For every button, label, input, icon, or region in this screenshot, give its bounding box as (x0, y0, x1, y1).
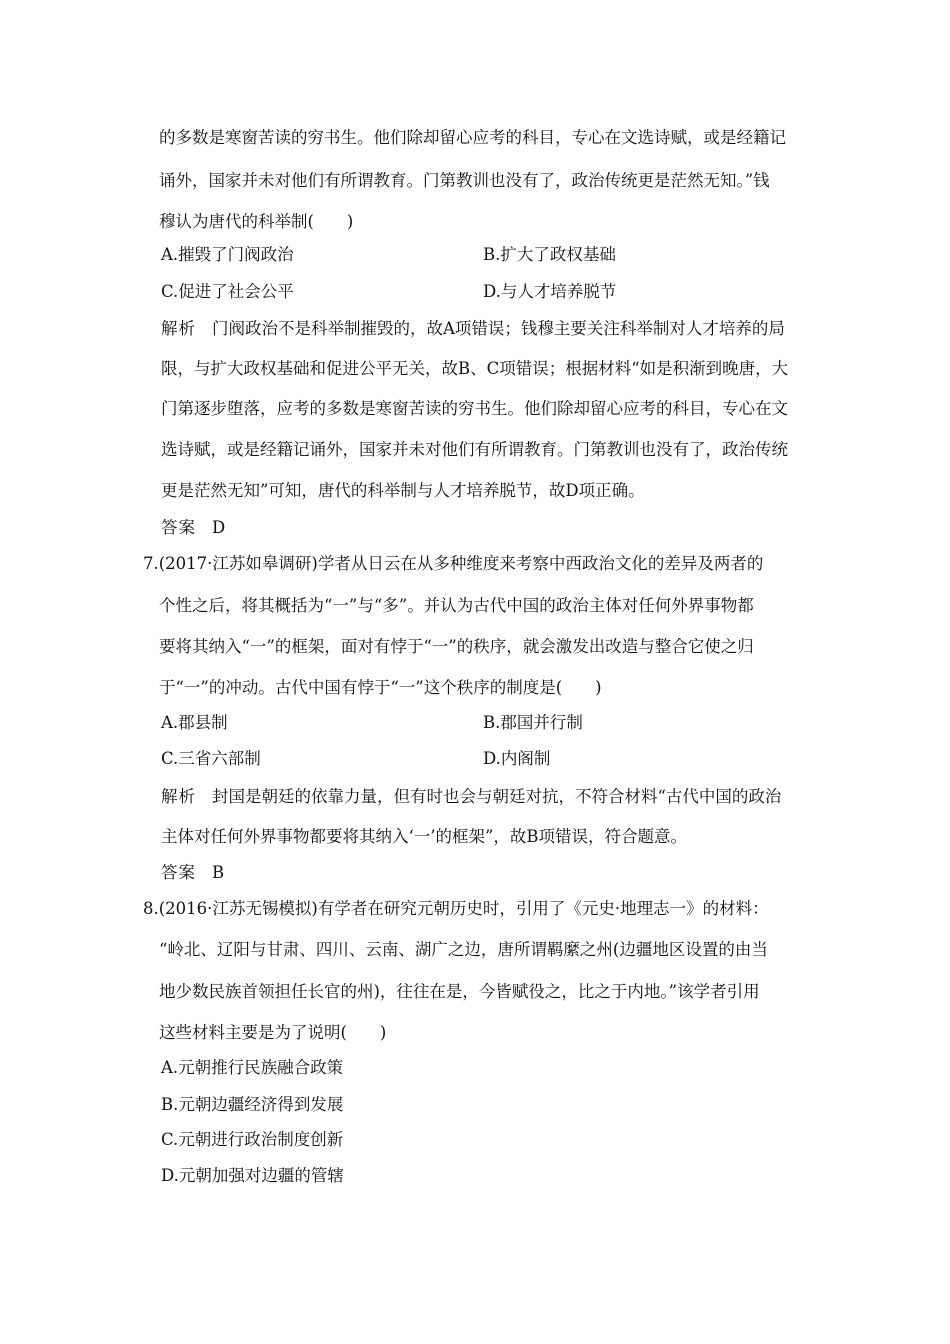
q6-option-b: B.扩大了政权基础 (483, 245, 616, 264)
q6-stem-line-1: 的多数是寒窗苦读的穷书生。他们除却留心应考的科目，专心在文选诗赋，或是经籍记 (159, 128, 786, 147)
q7-analysis-line-2: 主体对任何外界事物都要将其纳入‘一’的框架”，故B项错误，符合题意。 (161, 827, 688, 846)
q6-analysis-text-1: 门阀政治不是科举制摧毁的，故A项错误；钱穆主要关注科举制对人才培养的局 (212, 319, 785, 338)
q6-stem-line-2: 诵外，国家并未对他们有所谓教育。门第教训也没有了，政治传统更是茫然无知。”钱 (159, 171, 770, 190)
q7-answer-value: B (212, 863, 225, 882)
q7-option-c: C.三省六部制 (161, 749, 261, 768)
q6-analysis-line-1 (161, 318, 785, 340)
q8-option-a: A.元朝推行民族融合政策 (161, 1058, 344, 1077)
q8-stem-line-4: 这些材料主要是为了说明( ) (159, 1023, 387, 1042)
q8-stem-line-2: “岭北、辽阳与甘肃、四川、云南、湖广之边，唐所谓羁縻之州(边疆地区设置的由当 (159, 940, 768, 959)
q8-option-c: C.元朝进行政治制度创新 (161, 1130, 344, 1149)
q6-option-c: C.促进了社会公平 (161, 282, 294, 301)
q7-stem-line-2: 个性之后，将其概括为“一”与“多”。并认为古代中国的政治主体对任何外界事物都 (159, 596, 754, 615)
q7-stem-line-3: 要将其纳入“一”的框架，面对有悖于“一”的秩序，就会激发出改造与整合它使之归 (159, 637, 754, 656)
q7-option-d: D.内阁制 (483, 749, 551, 768)
q6-option-a: A.摧毁了门阀政治 (161, 245, 294, 264)
q7-option-a: A.郡县制 (161, 713, 228, 732)
q7-answer-label: 答案 (161, 863, 196, 882)
q6-analysis-line-3: 门第逐步堕落，应考的多数是寒窗苦读的穷书生。他们除却留心应考的科目，专心在文 (161, 399, 788, 418)
q8-option-b: B.元朝边疆经济得到发展 (161, 1095, 344, 1114)
q6-analysis-line-4: 选诗赋，或是经籍记诵外，国家并未对他们有所谓教育。门第教训也没有了，政治传统 (161, 440, 788, 459)
q7-analysis-text-1: 封国是朝廷的依靠力量，但有时也会与朝廷对抗，不符合材料“古代中国的政治 (212, 787, 782, 806)
q6-analysis-line-2: 限，与扩大政权基础和促进公平无关，故B、C项错误；根据材料“如是积渐到晚唐，大 (161, 359, 789, 378)
q6-analysis-line-5: 更是茫然无知”可知，唐代的科举制与人才培养脱节，故D项正确。 (161, 481, 645, 500)
q6-option-d: D.与人才培养脱节 (483, 282, 617, 301)
q7-analysis-line-1 (161, 786, 781, 808)
q7-answer-line (161, 862, 224, 884)
q6-answer-label: 答案 (161, 518, 196, 537)
q7-stem-line-4: 于“一”的冲动。古代中国有悖于“一”这个秩序的制度是( ) (159, 678, 602, 697)
q7-analysis-label: 解析 (161, 787, 196, 806)
q8-stem-line-1: 8.(2016·江苏无锡模拟)有学者在研究元朝历史时，引用了《元史·地理志一》的材料： (143, 899, 769, 918)
q7-option-b: B.郡国并行制 (483, 713, 583, 732)
q6-answer-line (161, 517, 225, 539)
q8-stem-line-3: 地少数民族首领担任长官的州)，往往在是，今皆赋役之，比之于内地。”该学者引用 (159, 982, 760, 1001)
q6-answer-value: D (212, 518, 226, 537)
q6-stem-line-3: 穆认为唐代的科举制( ) (159, 212, 354, 231)
q8-option-d: D.元朝加强对边疆的管辖 (161, 1166, 344, 1185)
q6-analysis-label: 解析 (161, 319, 196, 338)
q7-stem-line-1: 7.(2017·江苏如皋调研)学者从日云在从多种维度来考察中西政治文化的差异及两者的 (143, 554, 764, 573)
